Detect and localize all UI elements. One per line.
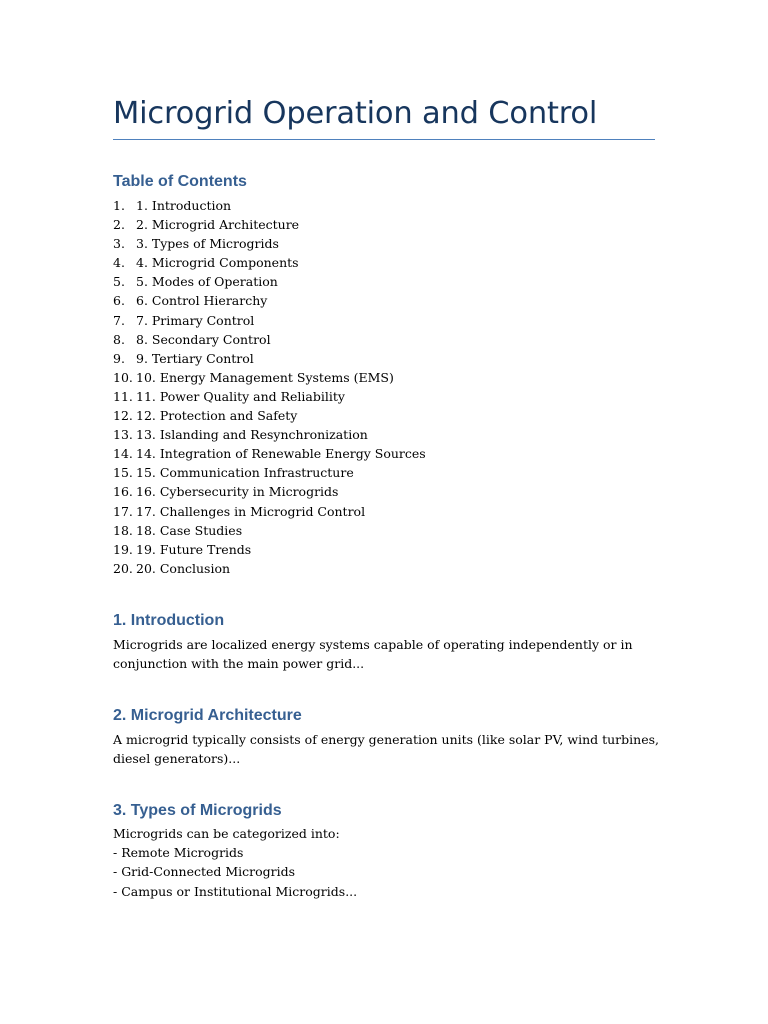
toc-item-label: 13. Islanding and Resynchronization (136, 427, 368, 443)
body-line: - Campus or Institutional Microgrids... (113, 883, 358, 899)
toc-item (113, 368, 426, 387)
toc-item-label: 20. Conclusion (136, 560, 231, 576)
toc-item (113, 425, 426, 444)
body-line: - Grid-Connected Microgrids (113, 864, 296, 880)
toc-item (113, 521, 426, 540)
toc-item (113, 272, 426, 291)
toc-item-label: 11. Power Quality and Reliability (136, 388, 345, 404)
toc-item-number: 19. (113, 541, 133, 557)
toc-item-number: 18. (113, 522, 133, 538)
toc-item (113, 502, 426, 521)
toc-item-number: 13. (113, 427, 133, 443)
toc-item-number: 5. (113, 274, 125, 290)
toc-item-label: 10. Energy Management Systems (EMS) (136, 369, 394, 385)
section-heading-introduction: 1. Introduction (113, 612, 225, 629)
toc-item-label: 4. Microgrid Components (136, 255, 299, 271)
section-body-introduction (113, 635, 633, 673)
toc-item-label: 17. Challenges in Microgrid Control (136, 503, 366, 519)
toc-item (113, 463, 426, 482)
body-line: Microgrids are localized energy systems capable of operating independently or in (113, 637, 633, 652)
toc-item-number: 10. (113, 369, 133, 385)
toc-item-number: 8. (113, 331, 125, 347)
toc-item-number: 17. (113, 503, 133, 519)
toc-item-number: 4. (113, 255, 125, 271)
toc-item (113, 291, 426, 310)
toc-item (113, 196, 426, 215)
toc-item-label: 19. Future Trends (136, 541, 252, 557)
document-title: Microgrid Operation and Control (113, 96, 598, 131)
toc-item-number: 20. (113, 560, 133, 576)
toc-item (113, 482, 426, 501)
toc-item (113, 311, 426, 330)
toc-item-label: 14. Integration of Renewable Energy Sources (136, 446, 426, 462)
toc-item-number: 3. (113, 236, 125, 252)
section-body-architecture (113, 730, 659, 768)
toc-item (113, 215, 426, 234)
toc-item-label: 18. Case Studies (136, 522, 243, 538)
toc-item-label: 8. Secondary Control (136, 331, 271, 347)
toc-item (113, 253, 426, 272)
toc-item-number: 6. (113, 293, 125, 309)
toc-item-number: 15. (113, 465, 133, 481)
toc-item (113, 406, 426, 425)
toc-item-label: 3. Types of Microgrids (136, 236, 279, 252)
toc-item (113, 444, 426, 463)
toc-item-label: 6. Control Hierarchy (136, 293, 268, 309)
toc-item-number: 7. (113, 312, 125, 328)
toc-item-number: 9. (113, 350, 125, 366)
body-line: Microgrids can be categorized into: (113, 826, 340, 841)
section-body-types (113, 824, 357, 901)
title-underline (113, 139, 655, 140)
section-heading-types: 3. Types of Microgrids (113, 802, 282, 819)
toc-item-label: 2. Microgrid Architecture (136, 217, 300, 233)
toc-item-number: 12. (113, 408, 133, 424)
body-line: - Remote Microgrids (113, 845, 244, 861)
toc-item-number: 14. (113, 446, 133, 462)
toc-item-number: 2. (113, 217, 125, 233)
toc-heading: Table of Contents (113, 173, 247, 190)
toc-item-label: 15. Communication Infrastructure (136, 465, 354, 481)
toc-item-label: 9. Tertiary Control (136, 350, 254, 366)
toc-item (113, 330, 426, 349)
toc-item (113, 540, 426, 559)
section-heading-architecture: 2. Microgrid Architecture (113, 707, 302, 724)
toc-item-label: 16. Cybersecurity in Microgrids (136, 484, 339, 500)
toc-item-number: 16. (113, 484, 133, 500)
toc-item-number: 11. (113, 388, 133, 404)
toc-item (113, 387, 426, 406)
toc-item-label: 5. Modes of Operation (136, 274, 278, 290)
toc-item (113, 349, 426, 368)
toc-list (113, 196, 426, 578)
toc-item (113, 559, 426, 578)
body-line: diesel generators)... (113, 751, 241, 767)
toc-item-label: 12. Protection and Safety (136, 408, 298, 424)
toc-item-label: 1. Introduction (136, 198, 232, 213)
toc-item (113, 234, 426, 253)
body-line: A microgrid typically consists of energy generation units (like solar PV, wind turbines, (113, 732, 659, 747)
body-line: conjunction with the main power grid... (113, 656, 365, 672)
toc-item-number: 1. (113, 198, 125, 213)
toc-item-label: 7. Primary Control (136, 312, 255, 328)
